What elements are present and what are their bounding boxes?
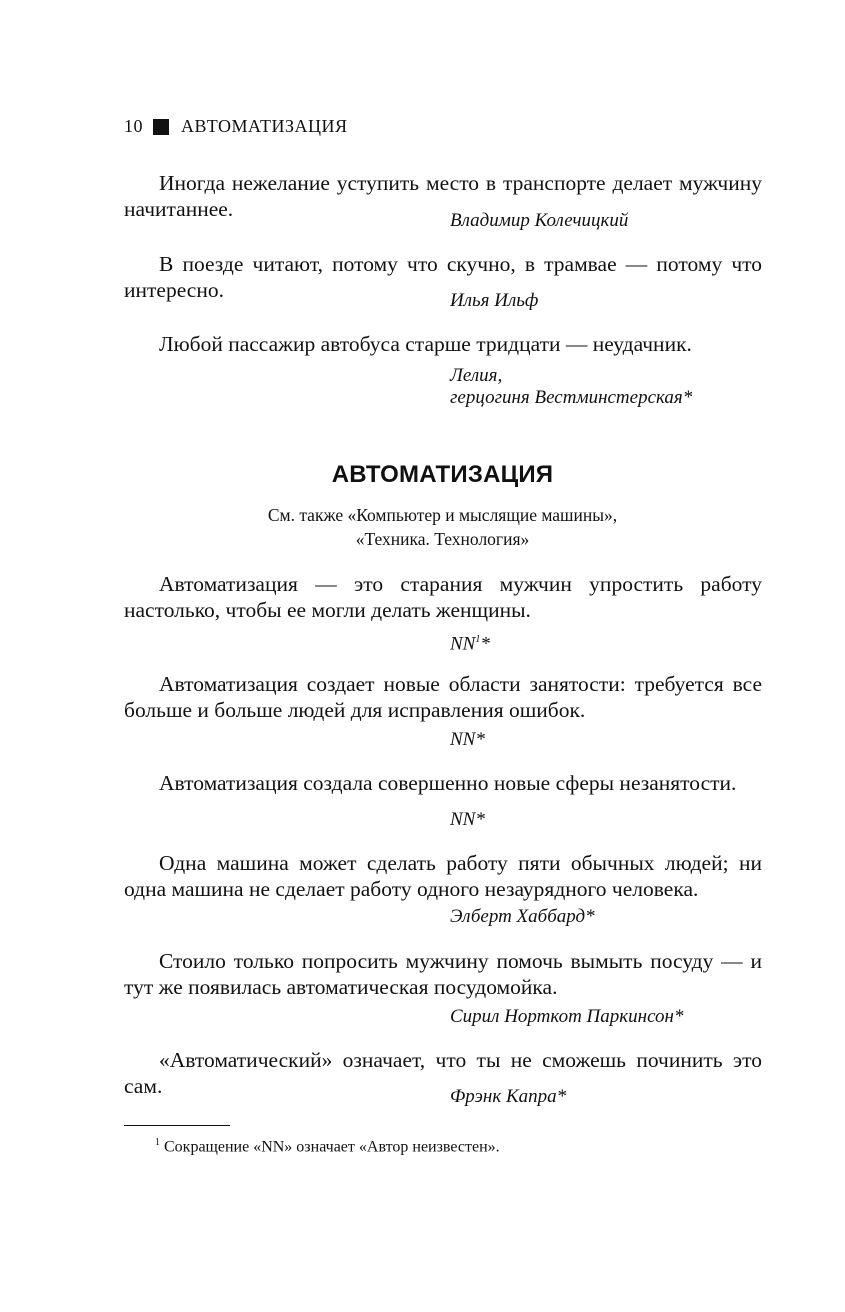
quote-block bbox=[124, 671, 762, 723]
quote-block bbox=[124, 571, 762, 623]
running-title: АВТОМАТИЗАЦИЯ bbox=[181, 116, 348, 136]
see-also-line: См. также «Компьютер и мыслящие машины», bbox=[267, 505, 618, 525]
quote-block bbox=[124, 170, 762, 222]
quote-block bbox=[124, 1047, 762, 1099]
author-name: Лелия, bbox=[450, 365, 503, 386]
quote-author: Сирил Норткот Паркинсон* bbox=[450, 1006, 684, 1027]
see-also bbox=[0, 503, 845, 551]
quote-text: Иногда нежелание уступить место в транспорте делает мужчину начитаннее. bbox=[124, 171, 762, 221]
section-title: АВТОМАТИЗАЦИЯ bbox=[331, 461, 554, 488]
square-bullet-icon bbox=[153, 119, 169, 135]
quote-author: NN* bbox=[450, 809, 485, 830]
footnote-divider bbox=[124, 1125, 230, 1126]
quote-text: Автоматизация создала совершенно новые сферы незанятости. bbox=[159, 771, 737, 795]
author-title: герцогиня Вестминстерская* bbox=[450, 387, 693, 408]
footnote bbox=[155, 1137, 500, 1156]
footnote-ref: 1 bbox=[475, 634, 481, 645]
quote-text: Автоматизация создает новые области занятости: требуется все больше и больше людей для исправления ошибок. bbox=[124, 672, 762, 722]
quote-text: Любой пассажир автобуса старше тридцати — неудачник. bbox=[159, 332, 692, 356]
quote-author: Фрэнк Капра* bbox=[450, 1086, 567, 1107]
running-header bbox=[124, 116, 347, 137]
quote-author: Илья Ильф bbox=[450, 290, 539, 311]
quote-text: Стоило только попросить мужчину помочь вымыть посуду — и тут же появилась автоматическая посудомойка. bbox=[124, 949, 762, 999]
quote-author bbox=[450, 365, 692, 409]
footnote-marker: 1 bbox=[155, 1137, 160, 1148]
quote-text: Одна машина может сделать работу пяти обычных людей; ни одна машина не сделает работу одного незаурядного человека. bbox=[124, 851, 762, 901]
quote-author: Элберт Хаббард* bbox=[450, 906, 595, 927]
quote-author bbox=[450, 629, 490, 655]
quote-block bbox=[124, 850, 762, 902]
quote-block bbox=[124, 770, 762, 796]
quote-block bbox=[124, 948, 762, 1000]
author-name: NN bbox=[450, 633, 476, 655]
quote-block bbox=[124, 331, 762, 357]
author-asterisk: * bbox=[480, 633, 490, 655]
see-also-line: «Техника. Технология» bbox=[355, 529, 530, 549]
quote-text: Автоматизация — это старания мужчин упростить работу настолько, чтобы ее могли делать женщины. bbox=[124, 572, 762, 622]
quote-author: Владимир Колечицкий bbox=[450, 210, 629, 231]
quote-author: NN* bbox=[450, 729, 485, 750]
quote-text: В поезде читают, потому что скучно, в трамвае — потому что интересно. bbox=[124, 252, 762, 302]
page-number: 10 bbox=[124, 116, 143, 136]
quote-block bbox=[124, 251, 762, 303]
quote-text: «Автоматический» означает, что ты не сможешь починить это сам. bbox=[124, 1048, 762, 1098]
footnote-text: Сокращение «NN» означает «Автор неизвестен». bbox=[164, 1138, 500, 1156]
